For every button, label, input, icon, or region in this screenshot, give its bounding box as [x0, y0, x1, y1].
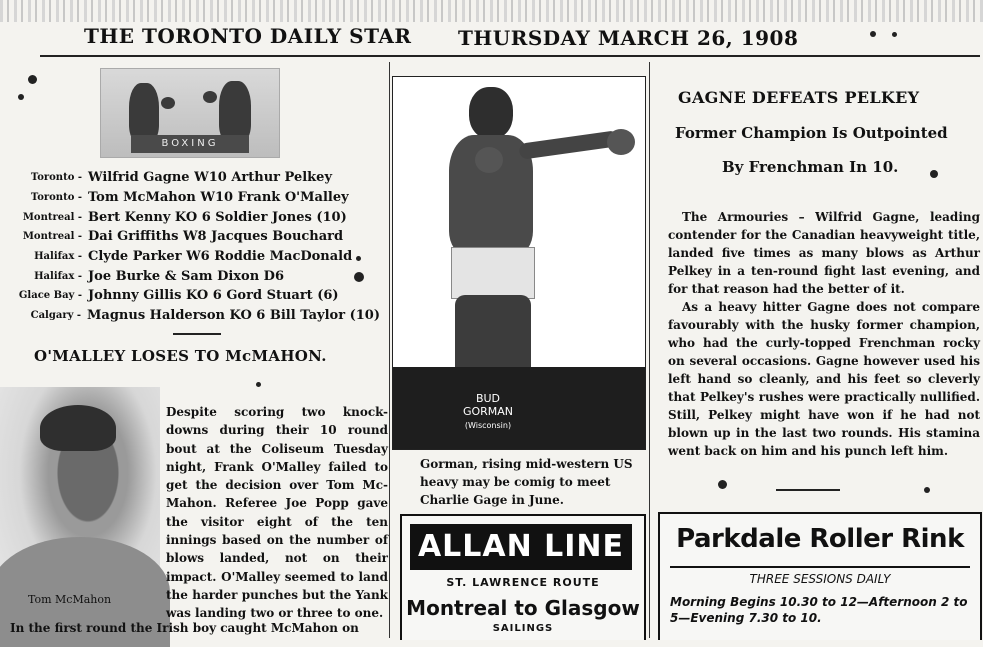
omalley-story-continued: In the first round the Irish boy caught McMahon on	[10, 621, 359, 635]
result-text: Dai Griffiths W8 Jacques Bouchard	[88, 229, 344, 245]
boxing-illustration	[100, 68, 280, 158]
result-city: Montreal -	[22, 231, 82, 243]
column-rule	[389, 62, 390, 638]
result-row	[10, 286, 380, 306]
ink-spot	[924, 487, 930, 493]
result-row	[10, 266, 380, 286]
ink-spot	[18, 94, 24, 100]
ink-spot	[256, 382, 261, 387]
omalley-story-body: Despite scoring two knock-downs during their 10 round bout at the Coliseum Tuesday night, Frank O'Malley failed to get the decision over Tom Mc-Mahon. Referee Joe Popp gave the visitor eight of the ten innings based on the number of blows landed, not on their impact. O'Malley seemed to land the harder punches but the Yank was landing two or three to one.	[166, 405, 388, 621]
boxer-arm	[518, 130, 619, 160]
roller-rink-title: Parkdale Roller Rink	[676, 524, 964, 554]
allan-line-logo: ALLAN LINE	[410, 524, 632, 570]
result-text: Johnny Gillis KO 6 Gord Stuart (6)	[88, 288, 339, 304]
column-rule	[649, 62, 650, 638]
result-city: Montreal -	[22, 211, 82, 223]
result-text: Magnus Halderson KO 6 Bill Taylor (10)	[87, 308, 380, 324]
result-text: Tom McMahon W10 Frank O'Malley	[88, 190, 349, 206]
result-row	[10, 188, 380, 208]
result-row	[10, 168, 380, 188]
parkdale-roller-rink-ad	[658, 512, 982, 640]
roller-rink-rule	[670, 566, 970, 568]
roller-rink-sessions: THREE SESSIONS DAILY	[749, 572, 891, 586]
boxer-head	[469, 87, 513, 139]
gorman-label-place: (Wisconsin)	[464, 421, 512, 430]
result-row	[10, 207, 380, 227]
boxing-glove	[607, 129, 635, 155]
gagne-subhead-1: Former Champion Is Outpointed	[675, 124, 948, 142]
gorman-caption: Gorman, rising mid-western US heavy may be comig to meet Charlie Gage in June.	[420, 457, 633, 507]
gagne-headline: GAGNE DEFEATS PELKEY	[678, 88, 920, 107]
section-divider	[173, 333, 221, 335]
gorman-label-last: GORMAN	[462, 405, 514, 418]
boxer-trunks	[451, 247, 535, 299]
boxing-glove	[161, 97, 175, 109]
page-top-texture	[0, 0, 983, 22]
photo-caption: Tom McMahon	[28, 593, 112, 606]
issue-date: THURSDAY MARCH 26, 1908	[458, 26, 799, 50]
result-city: Glace Bay -	[18, 290, 82, 302]
result-city: Toronto -	[30, 172, 82, 184]
result-text: Clyde Parker W6 Roddie MacDonald	[88, 249, 353, 265]
ink-spot	[870, 31, 876, 37]
result-text: Joe Burke & Sam Dixon D6	[88, 268, 284, 284]
result-row	[10, 227, 380, 247]
gorman-label-first: BUD	[475, 392, 501, 405]
gagne-subhead-2: By Frenchman In 10.	[722, 158, 899, 176]
result-row	[10, 247, 380, 267]
gagne-story-para-2: As a heavy hitter Gagne does not compare favourably with the husky former champion, who had the curly-topped Frenchman rocky on several occasions. Gagne however used his left hand so cleanly, and his feet so cleverly that Pelkey's rushes were practically nullified. Still, Pelkey might have won if he had not blown up in the last two rounds. His stamina went back on him and his punch left him.	[668, 300, 980, 458]
ink-spot	[718, 480, 727, 489]
masthead	[0, 22, 983, 56]
allan-sailings: SAILINGS	[492, 623, 554, 634]
roller-rink-times: Morning Begins 10.30 to 12—Afternoon 2 to 5—Evening 7.30 to 10.	[670, 595, 968, 625]
result-text: Wilfrid Gagne W10 Arthur Pelkey	[88, 170, 333, 186]
allan-destination: Montreal to Glasgow	[406, 596, 640, 620]
boxing-glove	[475, 147, 503, 173]
allan-route: ST. LAWRENCE ROUTE	[446, 576, 600, 589]
boxer-figure-left	[129, 83, 159, 143]
result-city: Halifax -	[34, 251, 82, 263]
result-city: Halifax -	[34, 270, 82, 282]
newspaper-name: THE TORONTO DAILY STAR	[84, 24, 412, 48]
result-city: Calgary -	[30, 310, 82, 322]
photo-hair	[40, 405, 116, 451]
boxing-glove	[203, 91, 217, 103]
result-city: Toronto -	[30, 192, 82, 204]
gorman-photo-label	[448, 392, 528, 432]
fight-results-list	[10, 168, 380, 326]
boxer-figure-right	[219, 81, 251, 143]
tom-mcmahon-photo	[0, 387, 160, 613]
ink-spot	[28, 75, 37, 84]
allan-line-ad	[400, 514, 646, 640]
section-divider	[776, 489, 840, 491]
result-row	[10, 306, 380, 326]
result-text: Bert Kenny KO 6 Soldier Jones (10)	[88, 209, 347, 225]
masthead-rule	[40, 55, 980, 57]
gagne-story-para-1: The Armouries – Wilfrid Gagne, leading contender for the Canadian heavyweight title, landed five times as many blows as Arthur Pelkey in a ten-round fight last evening, and for that reason had the better of it.	[668, 210, 980, 296]
ink-spot	[930, 170, 938, 178]
ink-spot	[892, 32, 897, 37]
omalley-headline: O'MALLEY LOSES TO McMAHON.	[34, 347, 327, 365]
boxing-banner: BOXING	[131, 135, 249, 153]
